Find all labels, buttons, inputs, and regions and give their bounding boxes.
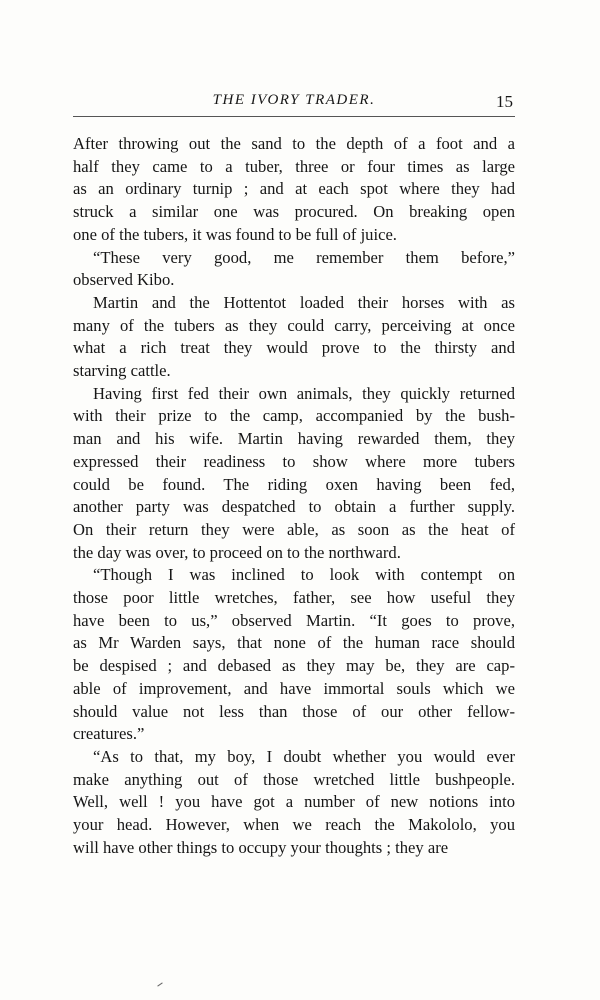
- paragraph: [73, 746, 515, 860]
- header-rule: [73, 116, 515, 117]
- text-line: starving cattle.: [73, 361, 171, 381]
- text-line: “These very good, me remember them before,”: [93, 247, 515, 267]
- text-line: what a rich treat they would prove to the thirsty and: [73, 338, 515, 358]
- text-line: “As to that, my boy, I doubt whether you would ever: [93, 746, 515, 766]
- paragraph: [73, 564, 515, 746]
- text-line: able of improvement, and have immortal souls which we: [73, 678, 515, 698]
- page-number: 15: [496, 92, 513, 111]
- text-line: will have other things to occupy your thoughts ; they are: [73, 837, 449, 857]
- text-line: should value not less than those of our other fellow-: [73, 701, 515, 721]
- stray-mark: [157, 982, 162, 986]
- text-line: expressed their readiness to show where more tubers: [73, 451, 515, 471]
- text-line: your head. However, when we reach the Makololo, you: [73, 815, 515, 835]
- text-line: the day was over, to proceed on to the northward.: [73, 542, 401, 562]
- text-line: Well, well ! you have got a number of new notions into: [73, 792, 515, 812]
- text-line: many of the tubers as they could carry, perceiving at once: [73, 315, 515, 335]
- text-line: After throwing out the sand to the depth of a foot and a: [73, 134, 515, 153]
- body-text: [73, 133, 515, 860]
- text-line: have been to us,” observed Martin. “It goes to prove,: [73, 610, 515, 630]
- text-line: as an ordinary turnip ; and at each spot where they had: [73, 179, 515, 199]
- text-line: “Though I was inclined to look with contempt on: [93, 565, 515, 585]
- text-line: man and his wife. Martin having rewarded them, they: [73, 429, 515, 449]
- text-line: Having first fed their own animals, they quickly returned: [93, 383, 515, 403]
- page-header: [73, 92, 515, 118]
- text-line: On their return they were able, as soon as the heat of: [73, 519, 515, 539]
- paragraph: [73, 383, 515, 565]
- running-title: THE IVORY TRADER.: [212, 92, 376, 108]
- text-line: half they came to a tuber, three or four times as large: [73, 156, 515, 176]
- paragraph: [73, 247, 515, 292]
- text-line: those poor little wretches, father, see how useful they: [73, 588, 515, 608]
- text-line: could be found. The riding oxen having been fed,: [73, 474, 515, 494]
- text-line: another party was despatched to obtain a further supply.: [73, 497, 515, 517]
- text-line: struck a similar one was procured. On breaking open: [73, 202, 515, 222]
- text-line: Martin and the Hottentot loaded their horses with as: [93, 292, 515, 312]
- text-line: be despised ; and debased as they may be, they are cap-: [73, 656, 515, 676]
- text-line: observed Kibo.: [73, 270, 175, 290]
- paragraph: [73, 292, 515, 383]
- text-line: make anything out of those wretched little bushpeople.: [73, 769, 515, 789]
- text-line: with their prize to the camp, accompanied by the bush-: [73, 406, 515, 426]
- text-line: creatures.”: [73, 724, 145, 744]
- text-line: as Mr Warden says, that none of the human race should: [73, 633, 515, 653]
- paragraph: [73, 133, 515, 247]
- text-line: one of the tubers, it was found to be full of juice.: [73, 224, 397, 244]
